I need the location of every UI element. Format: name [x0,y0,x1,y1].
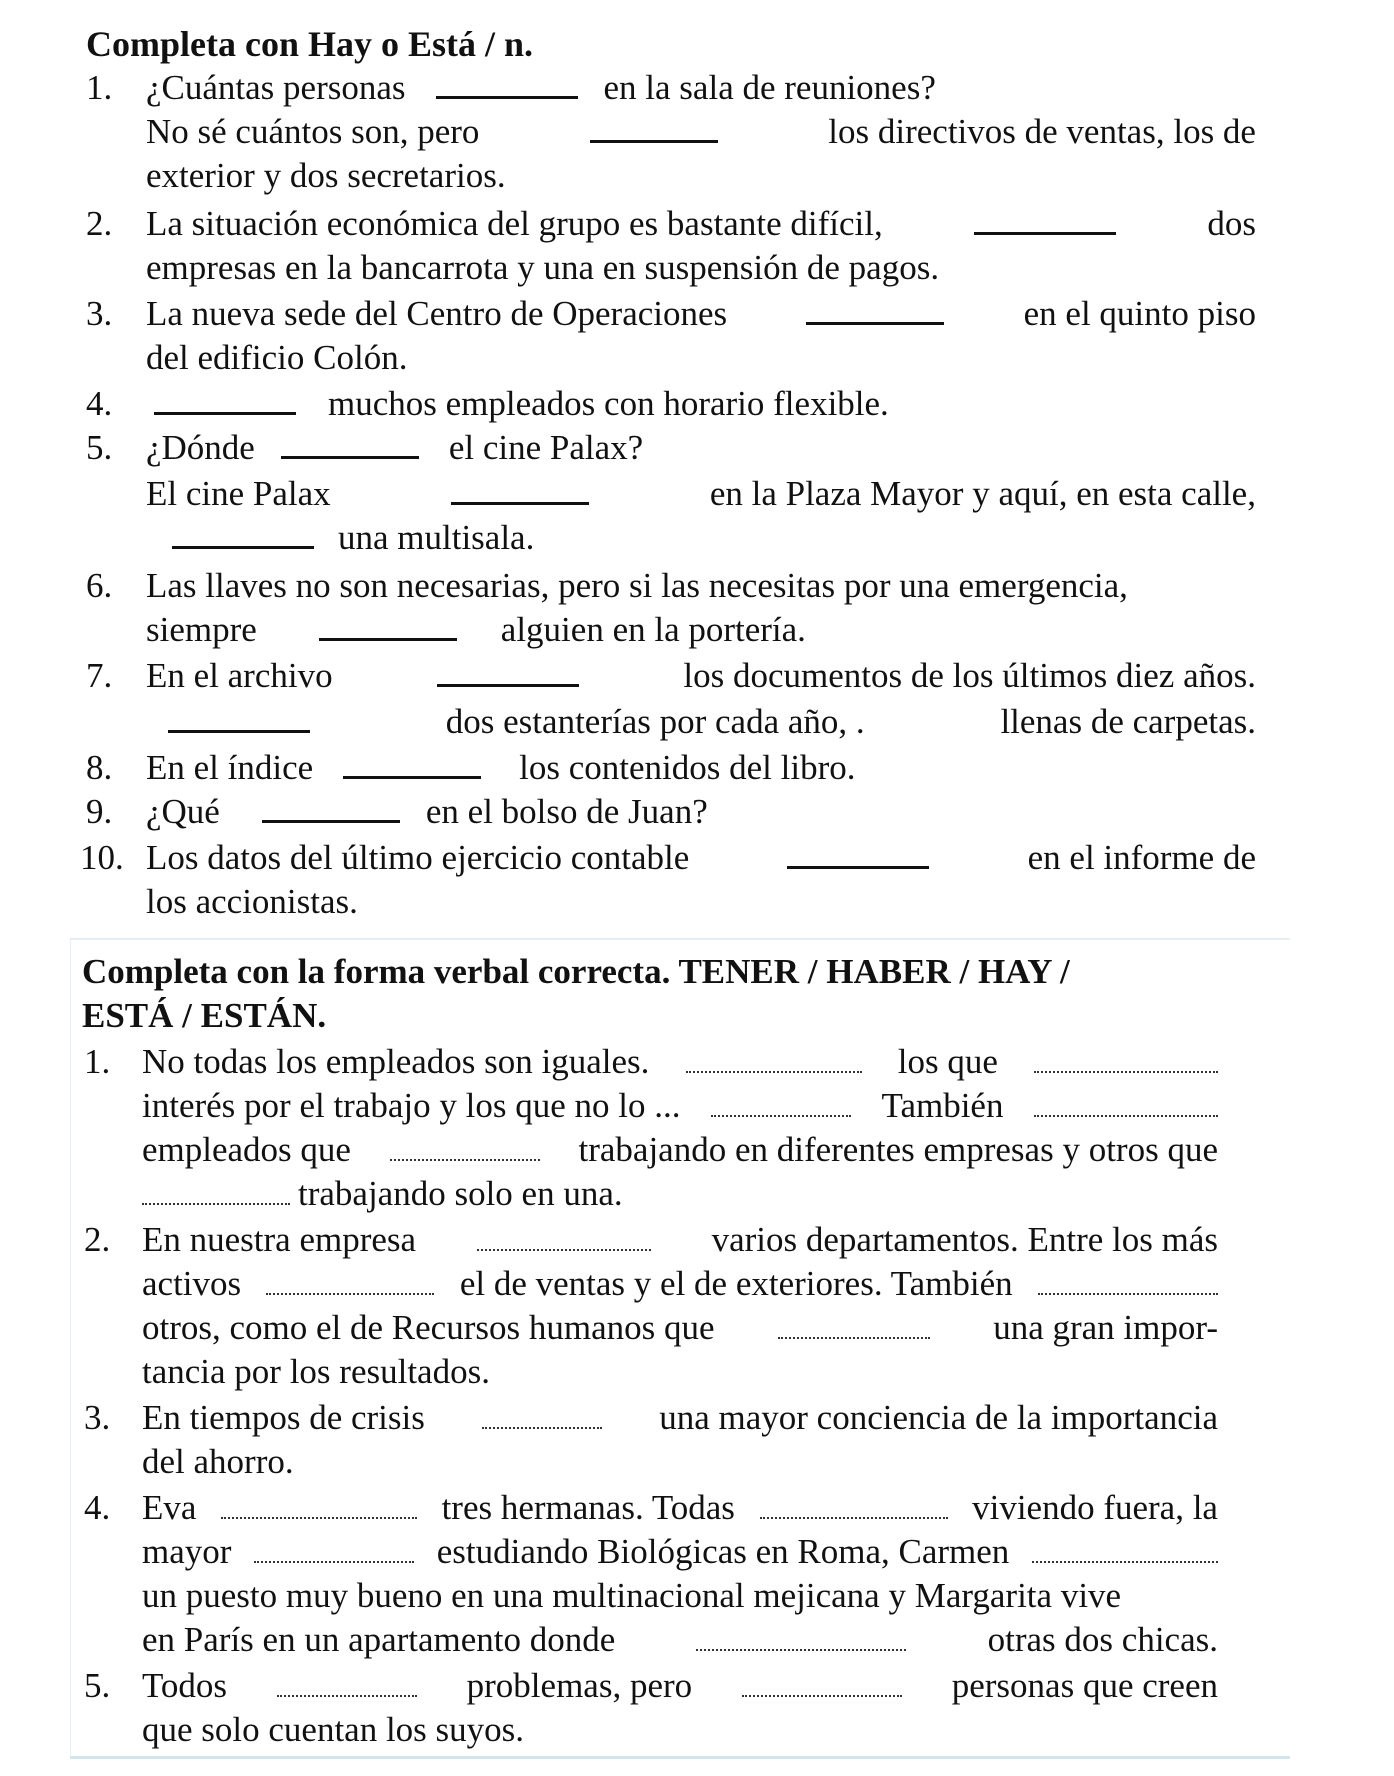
line-text: La situación económica del grupo es bastante difícil, [146,204,883,243]
item-number: 5. [86,428,113,467]
item-number: 3. [86,294,113,333]
line-text: En nuestra empresa [142,1220,417,1259]
answer-blank[interactable] [262,792,400,823]
line-text: No sé cuántos son, pero [146,112,480,151]
line-text: Los datos del último ejercicio contable [146,838,690,877]
line-text: Todos [142,1666,228,1705]
exercise-line [146,154,1256,198]
line-text: La nueva sede del Centro de Operaciones [146,294,728,333]
line-text: estudiando Biológicas en Roma, Carmen [436,1532,1010,1571]
exercise-line [142,1172,1218,1216]
answer-dotted-blank[interactable] [390,1131,540,1161]
line-text: También [881,1086,1004,1125]
line-text: problemas, pero [466,1666,693,1705]
item-number: 7. [86,656,113,695]
answer-dotted-blank[interactable] [254,1533,414,1563]
line-text: en la Plaza Mayor y aquí, en esta calle, [709,474,1256,513]
line-text: trabajando en diferentes empresas y otros que [578,1130,1218,1169]
line-text: En tiempos de crisis [142,1398,425,1437]
exercise-line [142,1350,1218,1394]
exercise-line [146,880,1256,924]
exercise-line [146,608,1256,652]
line-text: ¿Cuántas personas [146,68,406,107]
item-number: 4. [86,384,113,423]
answer-blank[interactable] [172,518,314,549]
answer-dotted-blank[interactable] [711,1087,851,1117]
section-bottom-border [70,1756,1290,1759]
exercise-line [142,1486,1218,1530]
exercise-line [142,1708,1218,1752]
line-text: ¿Qué [146,792,220,831]
exercise-line [146,700,1256,744]
line-text: otros, como el de Recursos humanos que [142,1308,715,1347]
line-text: varios departamentos. Entre los más [711,1220,1218,1259]
line-text: personas que creen [951,1666,1218,1705]
item-number: 5. [84,1666,111,1705]
exercise-line [146,110,1256,154]
exercise-line [142,1530,1218,1574]
line-text: dos estanterías por cada año, . [445,702,865,741]
exercise-line [142,1040,1218,1084]
exercise-line [142,1664,1218,1708]
exercise-line [146,382,1256,426]
answer-dotted-blank[interactable] [1038,1265,1218,1295]
line-text: En el índice [146,748,314,787]
exercise-line [146,336,1256,380]
section2-title: Completa con la forma verbal correcta. TENER / HABER / HAY / [82,952,1070,991]
line-text: El cine Palax [146,474,331,513]
exercise-line [146,472,1256,516]
line-text: una multisala. [338,518,535,557]
line-text: del edificio Colón. [146,338,408,377]
answer-dotted-blank[interactable] [686,1043,862,1073]
line-text: siempre [146,610,257,649]
answer-blank[interactable] [787,838,929,869]
exercise-line [142,1218,1218,1262]
answer-blank[interactable] [319,610,457,641]
exercise-line [142,1084,1218,1128]
answer-dotted-blank[interactable] [696,1621,906,1651]
line-text: en París en un apartamento donde [142,1620,616,1659]
line-text: mayor [142,1532,232,1571]
exercise-line [142,1306,1218,1350]
exercise-line [146,516,1256,560]
line-text: Las llaves no son necesarias, pero si las necesitas por una emergencia, [146,566,1128,605]
line-text: En el archivo [146,656,333,695]
line-text: muchos empleados con horario flexible. [328,384,889,423]
exercise-line [146,66,1256,110]
answer-dotted-blank[interactable] [142,1175,290,1205]
item-number: 1. [84,1042,111,1081]
line-text: los que [897,1042,998,1081]
answer-dotted-blank[interactable] [477,1221,651,1251]
item-number: 6. [86,566,113,605]
line-text: en el quinto piso [1023,294,1256,333]
line-text: dos [1207,204,1256,243]
line-text: una mayor conciencia de la importancia [659,1398,1218,1437]
answer-dotted-blank[interactable] [277,1667,417,1697]
line-text: empresas en la bancarrota y una en suspensión de pagos. [146,248,940,287]
answer-dotted-blank[interactable] [1034,1087,1218,1117]
line-text: otras dos chicas. [987,1620,1218,1659]
exercise-line [146,654,1256,698]
answer-dotted-blank[interactable] [221,1489,417,1519]
item-number: 2. [86,204,113,243]
line-text: ¿Dónde [146,428,255,467]
answer-dotted-blank[interactable] [778,1309,930,1339]
section1-title: Completa con Hay o Está / n. [86,24,534,64]
exercise-line [142,1128,1218,1172]
exercise-line [146,836,1256,880]
answer-blank[interactable] [154,384,296,415]
box-left-edge [70,940,71,1756]
line-text: interés por el trabajo y los que no lo ... [142,1086,681,1125]
line-text: el cine Palax? [448,428,644,467]
answer-blank[interactable] [437,656,579,687]
answer-dotted-blank[interactable] [1032,1533,1218,1563]
exercise-line [142,1574,1218,1618]
line-text: los contenidos del libro. [519,748,856,787]
line-text: trabajando solo en una. [298,1174,623,1213]
section-divider [70,938,1290,940]
item-number: 2. [84,1220,111,1259]
answer-blank[interactable] [343,748,481,779]
line-text: en el informe de [1027,838,1256,877]
line-text: alguien en la portería. [500,610,806,649]
answer-dotted-blank[interactable] [266,1265,434,1295]
answer-blank[interactable] [974,204,1116,235]
line-text: en el bolso de Juan? [425,792,708,831]
line-text: del ahorro. [142,1442,294,1481]
exercise-line [146,564,1256,608]
exercise-line [142,1618,1218,1662]
line-text: empleados que [142,1130,351,1169]
answer-blank[interactable] [451,474,589,505]
exercise-line [142,1440,1218,1484]
line-text: el de ventas y el de exteriores. También [459,1264,1013,1303]
answer-dotted-blank[interactable] [760,1489,948,1519]
exercise-line [146,426,1256,470]
line-text: tancia por los resultados. [142,1352,490,1391]
answer-blank[interactable] [436,68,578,99]
exercise-line [146,292,1256,336]
line-text: viviendo fuera, la [972,1488,1218,1527]
line-text: activos [142,1264,242,1303]
item-number: 4. [84,1488,111,1527]
answer-blank[interactable] [168,702,310,733]
line-text: una gran impor- [993,1308,1218,1347]
answer-blank[interactable] [590,112,718,143]
line-text: que solo cuentan los suyos. [142,1710,525,1749]
answer-dotted-blank[interactable] [1034,1043,1218,1073]
exercise-line [146,202,1256,246]
line-text: tres hermanas. Todas [441,1488,735,1527]
answer-blank[interactable] [281,428,419,459]
line-text: Eva [142,1488,197,1527]
exercise-line [142,1262,1218,1306]
line-text: los accionistas. [146,882,358,921]
line-text: exterior y dos secretarios. [146,156,506,195]
item-number: 1. [86,68,113,107]
answer-blank[interactable] [806,294,944,325]
answer-dotted-blank[interactable] [742,1667,902,1697]
section2-title-continued: ESTÁ / ESTÁN. [82,996,327,1035]
exercise-line [146,790,1256,834]
answer-dotted-blank[interactable] [482,1399,602,1429]
item-number: 10. [80,838,124,877]
line-text: los directivos de ventas, los de [828,112,1256,151]
line-text: en la sala de reuniones? [603,68,936,107]
line-text: No todas los empleados son iguales. [142,1042,650,1081]
exercise-line [146,246,1256,290]
line-text: un puesto muy bueno en una multinacional mejicana y Margarita vive [142,1576,1122,1615]
exercise-line [146,746,1256,790]
item-number: 3. [84,1398,111,1437]
item-number: 8. [86,748,113,787]
line-text: llenas de carpetas. [1000,702,1256,741]
line-text: los documentos de los últimos diez años. [683,656,1256,695]
item-number: 9. [86,792,113,831]
exercise-line [142,1396,1218,1440]
